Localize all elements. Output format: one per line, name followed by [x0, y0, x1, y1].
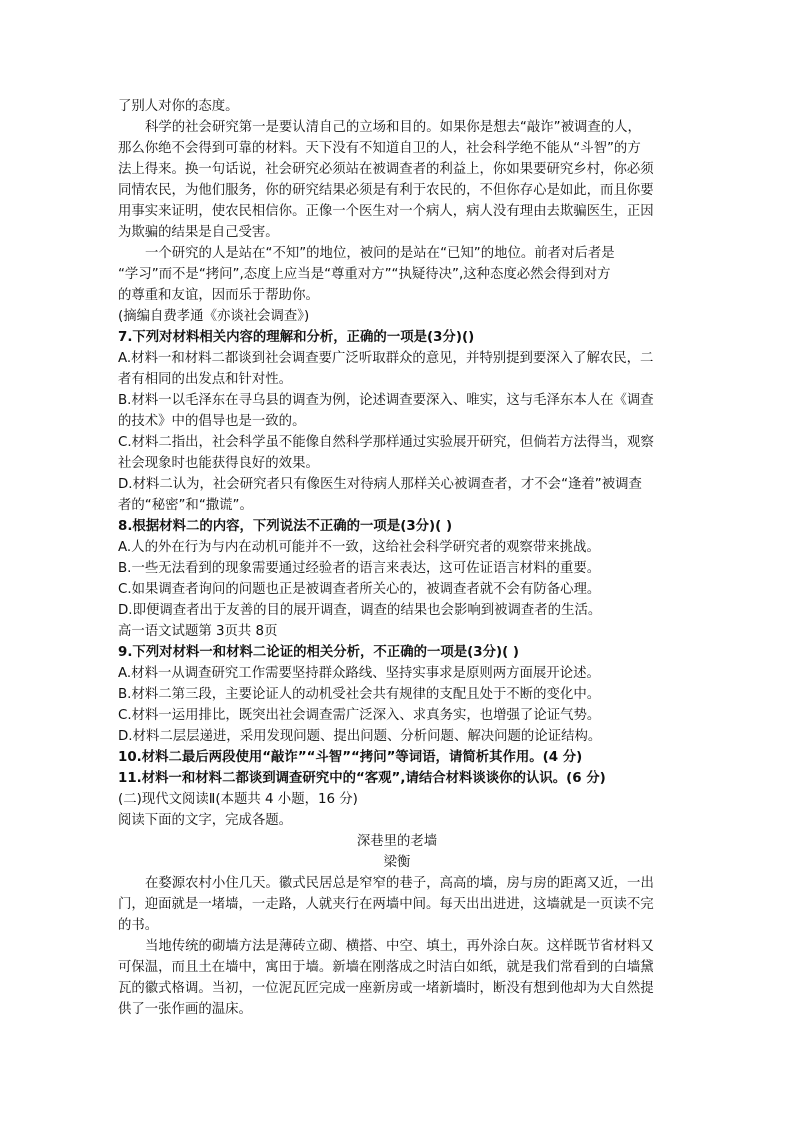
question-7-option-a-cont: 者有相同的出发点和针对性。	[118, 372, 293, 387]
question-7-option-d: D.材料二认为，社会研究者只有像医生对待病人那样关心被调查者，才不会“逢着”被调查	[118, 477, 642, 492]
essay-line: 在婺源农村小住几天。徽式民居总是窄窄的巷子，高高的墙，房与房的距离又近，一出	[145, 876, 654, 891]
question-8-option-d: D.即便调查者出于友善的目的展开调查，调查的结果也会影响到被调查者的生活。	[118, 603, 602, 618]
question-7-option-c: C.材料二指出，社会科学虽不能像自然科学那样通过实验展开研究，但倘若方法得当，观察	[118, 435, 654, 450]
text-line: 那么你绝不会得到可靠的材料。天下没有不知道自卫的人，社会科学绝不能从“斗智”的方	[118, 141, 641, 156]
question-7-stem: 7.下列对材料相关内容的理解和分析，正确的一项是(3分)()	[118, 330, 475, 345]
reading-instruction: 阅读下面的文字，完成各题。	[118, 813, 293, 828]
question-11: 11.材料一和材料二都谈到调查研究中的“客观”,请结合材料谈谈你的认识。(6 分)	[118, 771, 606, 786]
text-line: 同情农民，为他们服务，你的研究结果必须是有利于农民的，不但你存心是如此，而且你要	[118, 183, 654, 198]
text-line: 科学的社会研究第一是要认清自己的立场和目的。如果你是想去“敲诈”被调查的人，	[145, 120, 641, 135]
question-7-option-a: A.材料一和材料二都谈到社会调查要广泛听取群众的意见，并特别提到要深入了解农民，二	[118, 351, 654, 366]
question-7-option-c-cont: 社会现象时也能获得良好的效果。	[118, 456, 319, 471]
question-9-option-b: B.材料二第三段，主要论证人的动机受社会共有规律的支配且处于不断的变化中。	[118, 687, 601, 702]
question-7-option-d-cont: 者的“秘密”和“撒谎”。	[118, 498, 253, 513]
text-line: 一个研究的人是站在“不知”的地位，被问的是站在“已知”的地位。前者对后者是	[145, 246, 615, 261]
text-line: “学习”而不是“拷问”,态度上应当是“尊重对方”“执疑待决”,这种态度必然会得到对方	[118, 267, 611, 282]
question-7-option-b: B.材料一以毛泽东在寻乌县的调查为例，论述调查要深入、唯实，这与毛泽东本人在《调查	[118, 393, 654, 408]
question-8-option-b: B.一些无法看到的现象需要通过经验者的语言来表达，这可佐证语言材料的重要。	[118, 561, 601, 576]
essay-line: 的书。	[118, 918, 159, 933]
question-9-option-d: D.材料二层层递进，采用发现问题、提出问题、分析问题、解决问题的论证结构。	[118, 729, 602, 744]
section-heading: (二)现代文阅读Ⅱ(本题共 4 小题，16 分)	[118, 792, 358, 807]
essay-author: 梁衡	[383, 855, 411, 870]
essay-line: 门，迎面就是一堵墙，一走路，人就夹行在两墙中间。每天出出进进，这墙就是一页读不完	[118, 897, 654, 912]
essay-line: 瓦的徽式格调。当初，一位泥瓦匠完成一座新房或一堵新墙时，断没有想到他却为大自然提	[118, 981, 654, 996]
question-9-stem: 9.下列对材料一和材料二论证的相关分析，不正确的一项是(3分)( )	[118, 645, 520, 660]
essay-line: 当地传统的砌墙方法是薄砖立砌、横搭、中空、填土，再外涂白灰。这样既节省材料又	[145, 939, 654, 954]
text-line: 的尊重和友谊，因而乐于帮助你。	[118, 288, 319, 303]
text-line: 用事实来证明，使农民相信你。正像一个医生对一个病人，病人没有理由去欺骗医生，正因	[118, 204, 654, 219]
question-8-stem: 8.根据材料二的内容，下列说法不正确的一项是(3分)( )	[118, 519, 453, 534]
text-line: 法上得来。换一句话说，社会研究必须站在被调查者的利益上，你如果要研究乡村，你必须	[118, 162, 654, 177]
question-7-option-b-cont: 的技术》中的倡导也是一致的。	[118, 414, 306, 429]
question-8-option-a: A.人的外在行为与内在动机可能并不一致，这给社会科学研究者的观察带来挑战。	[118, 540, 600, 555]
page-footer: 高一语文试题第 3页共 8页	[118, 624, 278, 639]
text-line: 为欺骗的结果是自己受害。	[118, 225, 279, 240]
question-9-option-c: C.材料一运用排比，既突出社会调查需广泛深入、求真务实，也增强了论证气势。	[118, 708, 601, 723]
source-citation: (摘编自费孝通《亦谈社会调查》)	[118, 309, 310, 324]
question-10: 10.材料二最后两段使用“敲诈”“斗智”“拷问”等词语，请简析其作用。(4 分)	[118, 750, 583, 765]
question-9-option-a: A.材料一从调查研究工作需要坚持群众路线、坚持实事求是原则两方面展开论述。	[118, 666, 600, 681]
essay-line: 供了一张作画的温床。	[118, 1002, 252, 1017]
question-8-option-c: C.如果调查者询问的问题也正是被调查者所关心的，被调查者就不会有防备心理。	[118, 582, 601, 597]
essay-title: 深巷里的老墙	[356, 834, 438, 849]
text-line: 了别人对你的态度。	[118, 99, 239, 114]
essay-line: 可保温，而且土在墙中，寓田于墙。新墙在刚落成之时洁白如纸，就是我们常看到的白墙黛	[118, 960, 654, 975]
